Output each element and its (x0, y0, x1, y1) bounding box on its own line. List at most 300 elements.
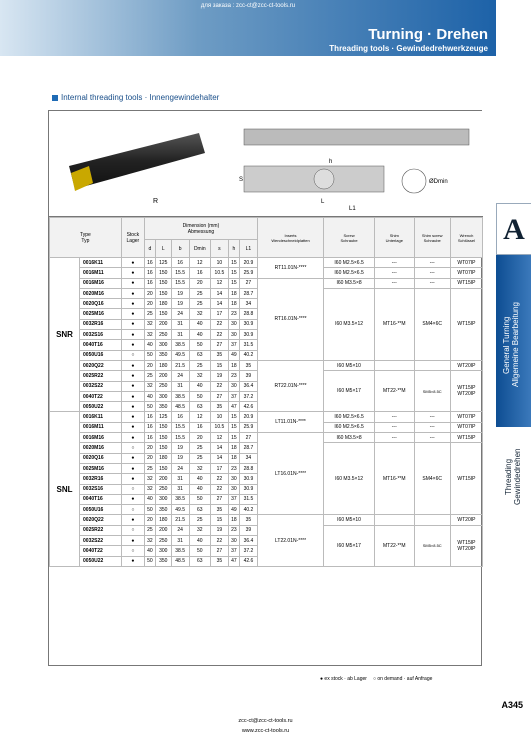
dim-value: 31.5 (239, 340, 257, 350)
dim-value: 180 (155, 299, 171, 309)
dim-s: S (239, 177, 244, 183)
stock-mark: ● (121, 422, 144, 432)
stock-mark: ● (121, 433, 144, 443)
stock-mark: ○ (121, 443, 144, 453)
dim-value: 250 (155, 330, 171, 340)
dim-value: 14 (210, 299, 228, 309)
dim-value: 37.2 (239, 546, 257, 556)
group-label-snl: SNL (50, 412, 80, 566)
dim-value: 31 (171, 474, 189, 484)
stock-mark: ● (121, 371, 144, 381)
dim-value: 23 (228, 525, 239, 535)
dim-value: 25 (144, 309, 155, 319)
dim-value: 27 (210, 546, 228, 556)
type-code: 0016M16 (80, 433, 122, 443)
shim-screw-code: SM5×8.5C (414, 525, 450, 566)
dim-value: 20 (144, 515, 155, 525)
dim-value: 15 (228, 433, 239, 443)
dim-value: 17 (210, 463, 228, 473)
dim-value: 37 (228, 391, 239, 401)
dim-l: L (321, 199, 325, 205)
dim-value: 250 (155, 536, 171, 546)
type-code: 0016K11 (80, 258, 122, 268)
dim-value: 40 (189, 319, 210, 329)
dim-value: 19 (171, 453, 189, 463)
stock-mark: ● (121, 268, 144, 278)
dim-value: 200 (155, 474, 171, 484)
stock-legend (320, 676, 432, 682)
dim-value: 42.6 (239, 402, 257, 412)
dim-value: 10.5 (210, 268, 228, 278)
dim-value: 16 (189, 422, 210, 432)
header-stock: Stock Lager (121, 218, 144, 258)
dim-value: 15 (228, 268, 239, 278)
dim-value: 25 (189, 515, 210, 525)
dim-value: 20 (144, 299, 155, 309)
dim-value: 250 (155, 381, 171, 391)
type-code: 0032S22 (80, 381, 122, 391)
dim-value: 40.2 (239, 505, 257, 515)
dim-value: 300 (155, 494, 171, 504)
insert-code: LT22.01N-**** (257, 515, 323, 566)
stock-mark: ● (121, 463, 144, 473)
dim-value: 14 (210, 288, 228, 298)
wrench-code: WT07IP (450, 412, 482, 422)
shim-screw-code: --- (414, 433, 450, 443)
dim-value: 18 (228, 299, 239, 309)
dim-value: 63 (189, 350, 210, 360)
dim-value: 25 (189, 443, 210, 453)
dim-value: 49.5 (171, 505, 189, 515)
dim-value: 18 (228, 360, 239, 370)
header-col-l1: L1 (239, 240, 257, 258)
dim-value: 30 (228, 381, 239, 391)
section-circle (314, 169, 334, 189)
dim-value: 10 (210, 412, 228, 422)
dim-value: 300 (155, 546, 171, 556)
footer-website[interactable]: www.zcc-ct-tools.ru (241, 728, 290, 734)
dim-value: 38.5 (171, 494, 189, 504)
dim-value: 32 (189, 463, 210, 473)
stock-mark: ○ (121, 546, 144, 556)
side-view-bar (244, 129, 469, 145)
stock-mark: ○ (121, 505, 144, 515)
table-row (50, 433, 483, 443)
dim-value: 35 (210, 556, 228, 566)
group-label-snr: SNR (50, 258, 80, 412)
stock-mark: ● (121, 402, 144, 412)
stock-mark: ● (121, 278, 144, 288)
dim-value: 23 (228, 371, 239, 381)
wrench-code: WT15IP (450, 433, 482, 443)
stock-mark: ● (121, 412, 144, 422)
shim-code (375, 360, 414, 370)
dim-value: 24 (171, 309, 189, 319)
dim-value: 20 (189, 433, 210, 443)
table-row (50, 412, 483, 422)
dim-value: 63 (189, 402, 210, 412)
footer-email[interactable]: zcc-ct@zcc-ct-tools.ru (238, 718, 293, 724)
screw-code: I60 M3.5×12 (324, 443, 375, 515)
dim-value: 40 (144, 546, 155, 556)
dim-value: 30.9 (239, 474, 257, 484)
insert-code: LT16.01N-**** (257, 433, 323, 515)
type-code: 0050U22 (80, 402, 122, 412)
dim-value: 35 (239, 515, 257, 525)
shim-code: --- (375, 422, 414, 432)
screw-code: I60 M3.5×8 (324, 433, 375, 443)
type-code: 0032S16 (80, 330, 122, 340)
dim-value: 200 (155, 319, 171, 329)
dim-value: 16 (171, 258, 189, 268)
dim-value: 15 (228, 278, 239, 288)
dim-value: 38.5 (171, 391, 189, 401)
type-code: 0020M16 (80, 443, 122, 453)
dim-value: 150 (155, 268, 171, 278)
type-code: 0032S22 (80, 536, 122, 546)
dim-value: 30 (228, 330, 239, 340)
dim-value: 150 (155, 443, 171, 453)
dim-value: 32 (189, 371, 210, 381)
stock-mark: ○ (121, 484, 144, 494)
dim-value: 31.5 (239, 494, 257, 504)
type-code: 0020Q16 (80, 453, 122, 463)
type-code: 0025M16 (80, 463, 122, 473)
dim-value: 15 (210, 515, 228, 525)
dim-value: 37 (228, 340, 239, 350)
type-code: 0040T22 (80, 391, 122, 401)
legend-on-demand: ○ on demand · auf Anfrage (372, 676, 433, 682)
dim-value: 150 (155, 433, 171, 443)
screw-code: I60 M2.5×6.5 (324, 422, 375, 432)
type-code: 0040T22 (80, 546, 122, 556)
dim-value: 47 (228, 556, 239, 566)
dim-value: 15 (228, 412, 239, 422)
dim-l1: L1 (349, 206, 356, 212)
dim-value: 27 (239, 433, 257, 443)
header-col-s: s (210, 240, 228, 258)
dim-value: 150 (155, 288, 171, 298)
wrench-code: WT20IP (450, 515, 482, 525)
dim-value: 23 (228, 309, 239, 319)
dim-value: 31 (171, 536, 189, 546)
dim-value: 15.5 (171, 422, 189, 432)
screw-code: I60 M5×17 (324, 525, 375, 566)
type-code: 0032S16 (80, 484, 122, 494)
tab-text-general-turning: General Turning Allgemeine Bearbeitung (502, 302, 520, 388)
dim-value: 19 (210, 371, 228, 381)
shim-screw-code: --- (414, 278, 450, 288)
screw-code: I60 M5×17 (324, 371, 375, 412)
dim-value: 40.2 (239, 350, 257, 360)
stock-mark: ● (121, 391, 144, 401)
dim-value: 21.5 (171, 360, 189, 370)
insert-code: RT11.01N-**** (257, 258, 323, 279)
dim-value: 38.5 (171, 546, 189, 556)
screw-code: I60 M2.5×6.5 (324, 412, 375, 422)
dim-value: 35 (210, 402, 228, 412)
shim-code: MT22-**M (375, 525, 414, 566)
type-code: 0040T16 (80, 494, 122, 504)
shim-code: --- (375, 412, 414, 422)
dim-value: 20.9 (239, 258, 257, 268)
dim-value: 42.6 (239, 556, 257, 566)
dim-value: 32 (144, 330, 155, 340)
stock-mark: ● (121, 258, 144, 268)
dim-value: 30.9 (239, 484, 257, 494)
dim-value: 18 (228, 515, 239, 525)
dim-value: 50 (144, 350, 155, 360)
dim-value: 24 (171, 463, 189, 473)
dim-value: 27 (239, 278, 257, 288)
insert-code: LT11.01N-**** (257, 412, 323, 433)
dim-value: 35 (210, 505, 228, 515)
shim-screw-code: SM4×6C (414, 288, 450, 360)
tool-drawing (49, 111, 483, 217)
header-shim-screw: Shim screw Schraube (414, 218, 450, 258)
dim-value: 150 (155, 278, 171, 288)
dim-value: 30 (228, 474, 239, 484)
header-inserts: Inserts Wendeschneidplatten (257, 218, 323, 258)
dim-value: 28.8 (239, 309, 257, 319)
screw-code: I60 M5×10 (324, 515, 375, 525)
dim-value: 30 (228, 536, 239, 546)
dim-value: 39 (239, 525, 257, 535)
dim-value: 40 (189, 484, 210, 494)
header-screw: Screw Schraube (324, 218, 375, 258)
wrench-code: WT15IP (450, 443, 482, 515)
dim-value: 32 (144, 319, 155, 329)
shim-code: MT16-**M (375, 288, 414, 360)
insert-code: RT22.01N-**** (257, 360, 323, 411)
header-col-l: L (155, 240, 171, 258)
wrench-code: WT15IP (450, 288, 482, 360)
shim-code: MT16-**M (375, 443, 414, 515)
stock-mark: ● (121, 556, 144, 566)
dim-value: 180 (155, 453, 171, 463)
header-col-b: b (171, 240, 189, 258)
dim-value: 37 (228, 546, 239, 556)
tool-illustration (49, 111, 483, 217)
dim-value: 50 (189, 494, 210, 504)
dim-value: 18 (228, 453, 239, 463)
wrench-code: WT07IP (450, 422, 482, 432)
type-code: 0020Q22 (80, 515, 122, 525)
chapter-tab-threading[interactable] (496, 427, 531, 527)
type-code: 0020Q22 (80, 360, 122, 370)
dim-value: 20 (144, 288, 155, 298)
dim-value: 17 (210, 309, 228, 319)
tab-text-threading: Threading Gewindedrehen (504, 448, 522, 506)
dim-value: 40 (189, 330, 210, 340)
dim-value: 25 (144, 463, 155, 473)
dim-value: 25 (144, 525, 155, 535)
dim-value: 50 (189, 546, 210, 556)
shim-screw-code: --- (414, 268, 450, 278)
dim-value: 25.9 (239, 268, 257, 278)
dim-value: 15 (228, 258, 239, 268)
dim-value: 32 (144, 536, 155, 546)
dim-value: 150 (155, 309, 171, 319)
type-code: 0016M16 (80, 278, 122, 288)
dim-value: 20 (144, 443, 155, 453)
dim-value: 350 (155, 402, 171, 412)
type-code: 0020Q16 (80, 299, 122, 309)
table-row (50, 360, 483, 370)
stock-mark: ● (121, 340, 144, 350)
dim-value: 19 (171, 443, 189, 453)
screw-code: I60 M2.5×6.5 (324, 258, 375, 268)
dim-value: 12 (210, 433, 228, 443)
dim-value: 200 (155, 525, 171, 535)
dim-value: 12 (189, 258, 210, 268)
header-type: Type Typ (50, 218, 122, 258)
product-table-frame (48, 110, 482, 666)
stock-mark: ● (121, 381, 144, 391)
wrench-code: WT07IP (450, 258, 482, 268)
dim-value: 40 (189, 536, 210, 546)
dim-value: 34 (239, 299, 257, 309)
dim-value: 35 (239, 360, 257, 370)
stock-mark: ● (121, 536, 144, 546)
dim-value: 200 (155, 371, 171, 381)
dim-value: 20 (144, 360, 155, 370)
dim-value: 19 (210, 525, 228, 535)
dim-value: 32 (144, 381, 155, 391)
type-code: 0032R16 (80, 319, 122, 329)
hand-label-r: R (153, 198, 159, 205)
dim-value: 31 (171, 330, 189, 340)
screw-code: I60 M3.5×8 (324, 278, 375, 288)
dim-value: 32 (144, 474, 155, 484)
dim-value: 37 (228, 494, 239, 504)
dim-value: 36.4 (239, 536, 257, 546)
dim-value: 47 (228, 402, 239, 412)
dim-value: 12 (210, 278, 228, 288)
stock-mark: ● (121, 453, 144, 463)
dim-value: 37.2 (239, 391, 257, 401)
dim-value: 22 (210, 381, 228, 391)
stock-mark: ● (121, 494, 144, 504)
dim-value: 48.5 (171, 402, 189, 412)
dim-value: 16 (144, 433, 155, 443)
dim-value: 22 (210, 474, 228, 484)
shim-screw-code: SM5×8.5C (414, 371, 450, 412)
page-title: Turning · Drehen (368, 26, 488, 43)
dim-value: 350 (155, 556, 171, 566)
dim-value: 24 (171, 525, 189, 535)
dim-value: 30.9 (239, 330, 257, 340)
stock-mark: ● (121, 309, 144, 319)
shim-screw-code (414, 360, 450, 370)
stock-mark: ● (121, 360, 144, 370)
dim-value: 35 (210, 350, 228, 360)
page-subtitle: Threading tools · Gewindedrehwerkzeuge (329, 44, 488, 53)
dim-value: 16 (144, 268, 155, 278)
dim-value: 30.9 (239, 319, 257, 329)
screw-code: I60 M5×10 (324, 360, 375, 370)
stock-mark: ● (121, 330, 144, 340)
dim-value: 22 (210, 536, 228, 546)
type-code: 0050U16 (80, 350, 122, 360)
dim-value: 31 (171, 484, 189, 494)
legend-ex-stock: ● ex stock · ab Lager (320, 676, 367, 682)
dim-value: 125 (155, 412, 171, 422)
dim-value: 63 (189, 505, 210, 515)
chapter-tab-a[interactable]: A (496, 203, 531, 255)
page-header (0, 0, 496, 56)
stock-mark: ● (121, 319, 144, 329)
type-code: 0050U16 (80, 505, 122, 515)
shim-screw-code: SM4×6C (414, 443, 450, 515)
dim-value: 16 (144, 278, 155, 288)
dim-dmin: ØDmin (429, 179, 448, 185)
dim-value: 19 (171, 288, 189, 298)
header-shim: Shim Unterlage (375, 218, 414, 258)
shim-code: --- (375, 268, 414, 278)
dim-value: 25 (189, 299, 210, 309)
dim-value: 16 (189, 268, 210, 278)
dim-value: 40 (144, 391, 155, 401)
dim-value: 300 (155, 340, 171, 350)
dim-value: 40 (189, 381, 210, 391)
dim-value: 28.7 (239, 443, 257, 453)
dim-value: 49 (228, 505, 239, 515)
dim-value: 27 (210, 340, 228, 350)
header-col-h: h (228, 240, 239, 258)
wrench-code: WT20IP (450, 360, 482, 370)
table-row (50, 515, 483, 525)
stock-mark: ○ (121, 350, 144, 360)
dim-value: 40 (144, 494, 155, 504)
header-wrench: Wrench Schlüssel (450, 218, 482, 258)
dim-value: 180 (155, 515, 171, 525)
shim-screw-code: --- (414, 422, 450, 432)
table-row (50, 278, 483, 288)
header-col-dmin: Dmin (189, 240, 210, 258)
stock-mark: ● (121, 299, 144, 309)
dim-value: 48.5 (171, 556, 189, 566)
dim-value: 125 (155, 258, 171, 268)
dim-value: 32 (189, 525, 210, 535)
product-table (49, 217, 483, 567)
chapter-tab-general-turning[interactable] (496, 255, 531, 427)
dim-value: 10.5 (210, 422, 228, 432)
section-marker-icon (52, 95, 58, 101)
dim-value: 18 (228, 288, 239, 298)
dim-value: 40 (144, 340, 155, 350)
dim-value: 50 (144, 402, 155, 412)
dim-value: 20.9 (239, 412, 257, 422)
dim-value: 25 (189, 288, 210, 298)
dim-value: 27 (210, 494, 228, 504)
dim-value: 50 (189, 340, 210, 350)
dim-value: 25 (189, 453, 210, 463)
dim-value: 14 (210, 453, 228, 463)
dim-value: 34 (239, 453, 257, 463)
dim-value: 15 (210, 360, 228, 370)
dim-value: 28.7 (239, 288, 257, 298)
dim-value: 16 (144, 412, 155, 422)
dim-value: 150 (155, 463, 171, 473)
stock-mark: ● (121, 474, 144, 484)
dim-value: 300 (155, 391, 171, 401)
shim-code: --- (375, 278, 414, 288)
dim-value: 10 (210, 258, 228, 268)
shim-screw-code: --- (414, 412, 450, 422)
dim-value: 15 (228, 422, 239, 432)
stock-mark: ○ (121, 525, 144, 535)
